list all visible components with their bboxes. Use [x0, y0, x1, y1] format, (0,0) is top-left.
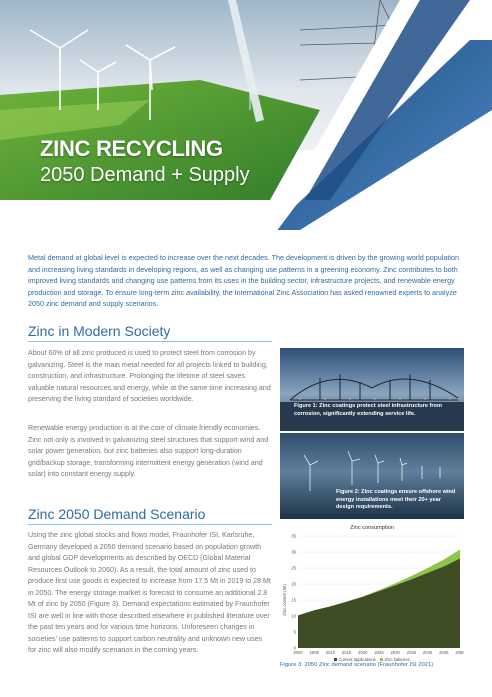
- section-heading-modern-society: Zinc in Modern Society: [28, 323, 171, 339]
- paragraph-galvanizing: About 60% of all zinc produced is used to protect steel from corrosion by galvanizing. Steel is the main metal needed for all projects linked to building, construction, and infrastructure. Prolonging the lifetime of steel saves valuable natural resources and energy, while at the same time increasing and preserving the living standard of societies worldwide.: [28, 349, 271, 403]
- y-tick-label: 20: [291, 581, 296, 587]
- figure-2-caption: Figure 2: Zinc coatings ensure offshore wind energy installations meet their 20+ year design requirements.: [336, 489, 456, 511]
- y-tick-label: 0: [293, 645, 296, 651]
- section-heading-demand-scenario: Zinc 2050 Demand Scenario: [28, 506, 206, 522]
- legend-swatch: [334, 658, 337, 661]
- legend-label: Zinc batteries: [384, 656, 410, 662]
- x-tick-label: 2035: [406, 650, 417, 655]
- x-tick-label: 2030: [390, 650, 400, 655]
- hero-banner: [0, 0, 492, 240]
- y-tick-label: 15: [291, 597, 296, 603]
- x-tick-label: 2045: [439, 650, 449, 655]
- zinc-consumption-chart: [280, 520, 464, 670]
- intro-paragraph: Metal demand at global level is expected to increase over the next decades. The development is driven by the growing world population and increasing living standards in developing regions, as well as changing use patterns in a greening economy. Zinc contributes to both improved living standards and changing use patterns from its uses in the building sector, infrastructure projects, and renewable energy production and storage. To ensure long-term zinc availability, the International Zinc Association has asked renowned experts to analyze 2050 zinc demand and supply scenarios.: [28, 253, 459, 309]
- paragraph-renewable-energy: Renewable energy production is at the core of climate friendly economies. Zinc not only is involved in galvanizing steel structures that support wind and solar power generation, but zinc batteries also support long-duration grid/backup storage, transforming intermittent energy generation (wind and solar) into constant energy supply.: [28, 424, 269, 478]
- page-subtitle: 2050 Demand + Supply: [40, 164, 250, 186]
- chart-title: Zinc consumption: [350, 525, 394, 531]
- area-series-0: [298, 558, 460, 648]
- y-tick-label: 35: [291, 533, 296, 539]
- x-tick-label: 2040: [422, 650, 433, 655]
- heading-rule: [28, 524, 272, 525]
- y-tick-label: 30: [291, 549, 296, 555]
- figure-3-caption: Figure 3: 2050 Zinc demand scenario (Fraunhofer ISI 2021): [280, 662, 434, 668]
- figure-2-offshore-wind-photo: [280, 433, 464, 519]
- y-axis-label: Zinc content (Mt): [282, 584, 287, 616]
- x-tick-label: 2020: [358, 650, 368, 655]
- hero-image: [0, 0, 492, 240]
- x-tick-label: 2025: [374, 650, 384, 655]
- heading-rule: [28, 341, 272, 342]
- page-title: ZINC RECYCLING: [40, 136, 223, 161]
- paragraph-demand-scenario: Using the zinc global stocks and flows model, Fraunhofer ISI, Karlsruhe, Germany developed a 2050 demand scenario based on population growth and global GDP developments as described by OECD (Global Material Resources Outlook to 2060). As a result, the total amount of zinc used to produce first use goods is expected to increase from 17.5 Mt in 2019 to 28 Mt in 2050. The energy storage market is forecast to consume an additional 2.8 Mt of zinc by 2050 (Figure 3). Demand expectations estimated by Fraunhofer ISI are well in line with those described elsewhere in published literature over the past ten years and for various time horizons. Unforeseen changes in societies' use patterns to support carbon neutrality and unknown new uses for zinc will also modify scenarios in the coming years.: [28, 531, 271, 654]
- x-tick-label: 2050: [455, 650, 464, 655]
- x-tick-label: 2005: [309, 650, 319, 655]
- y-tick-label: 10: [291, 613, 296, 619]
- y-tick-label: 25: [291, 565, 296, 571]
- figure-1-bridge-photo: [280, 348, 464, 431]
- chart-areas: [298, 549, 460, 648]
- bridge-image: [280, 348, 464, 431]
- figure-3-chart: [280, 520, 464, 670]
- y-tick-label: 5: [293, 629, 296, 635]
- x-axis-ticks: [293, 650, 464, 655]
- legend-label: Current applications: [338, 656, 376, 662]
- legend-swatch: [380, 658, 383, 661]
- y-axis-ticks: [291, 533, 296, 650]
- x-tick-label: 2010: [325, 650, 336, 655]
- x-tick-label: 2015: [341, 650, 352, 655]
- figure-1-caption: Figure 1: Zinc coatings protect steel infrastructure from corrosion, significantly extending service life.: [294, 403, 442, 417]
- x-tick-label: 2000: [293, 650, 303, 655]
